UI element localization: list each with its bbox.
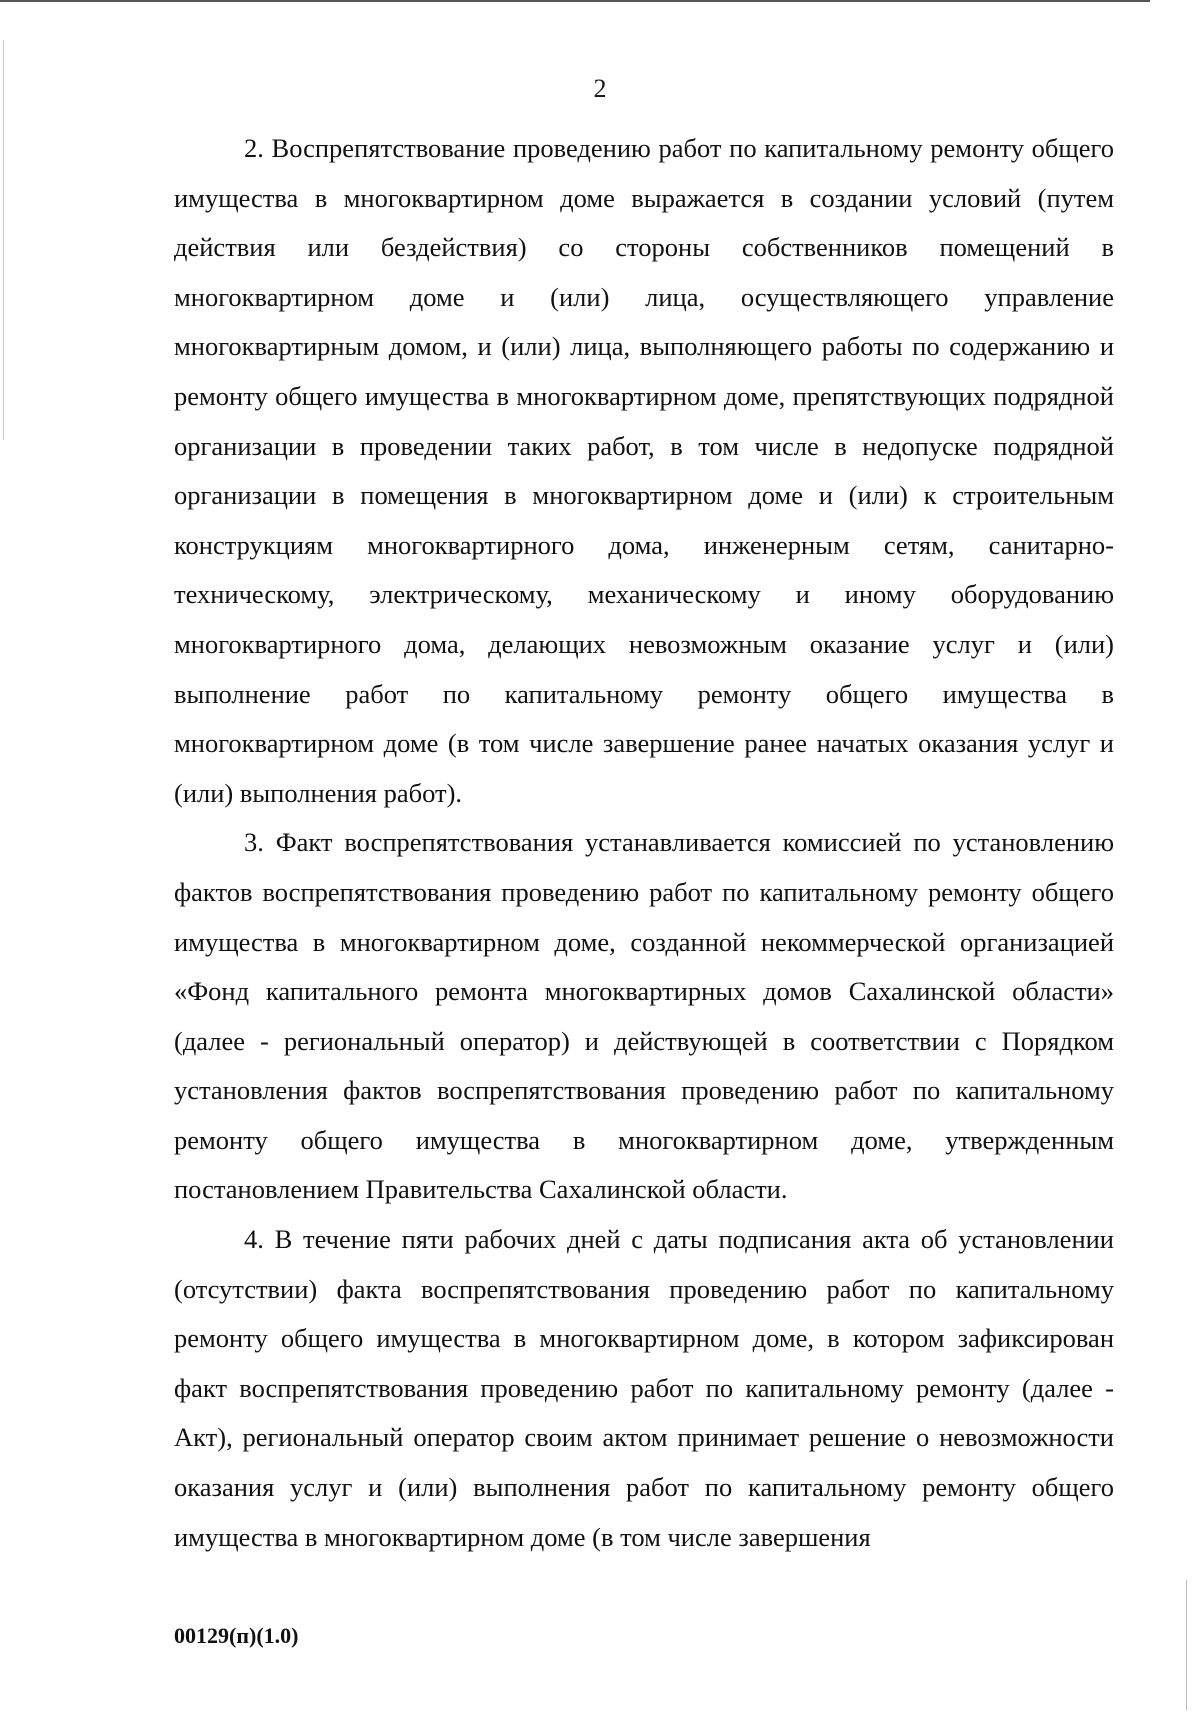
paragraph-4: 4. В течение пяти рабочих дней с даты подписания акта об установлении (отсутствии) факта воспрепятствования проведению работ по капитальному ремонту общего имущества в многоквартирном доме, в котором зафиксирован факт воспрепятствования проведению работ по капитальному ремонту (далее - Акт), региональный оператор своим актом принимает решение о невозможности оказания услуг и (или) выполнения работ по капитальному ремонту общего имущества в многоквартирном доме (в том числе завершения — [174, 1224, 1114, 1552]
paragraph-3: 3. Факт воспрепятствования устанавливается комиссией по установлению фактов воспрепятствования проведению работ по капитальному ремонту общего имущества в многоквартирном доме, созданной некоммерческой организацией «Фонд капитального ремонта многоквартирных домов Сахалинской области» (далее - региональный оператор) и действующей в соответствии с Порядком установления фактов воспрепятствования проведению работ по капитальному ремонту общего имущества в многоквартирном доме, утвержденным постановлением Правительства Сахалинской области. — [174, 827, 1114, 1205]
page-number: 2 — [593, 74, 607, 103]
scan-edge-line — [1186, 1580, 1187, 1710]
scan-edge-line — [0, 0, 1150, 2]
document-code: 00129(п)(1.0) — [174, 1623, 299, 1648]
paragraph-2: 2. Воспрепятствование проведению работ по капитальному ремонту общего имущества в многоквартирном доме выражается в создании условий (путем действия или бездействия) со стороны собственников помещений в многоквартирном доме и (или) лица, осуществляющего управление многоквартирным домом, и (или) лица, выполняющего работы по содержанию и ремонту общего имущества в многоквартирном доме, препятствующих подрядной организации в проведении таких работ, в том числе в недопуске подрядной организации в помещения в многоквартирном доме и (или) к строительным конструкциям многоквартирного дома, инженерным сетям, санитарно-техническому, электрическому, механическому и иному оборудованию многоквартирного дома, делающих невозможным оказание услуг и (или) выполнение работ по капитальному ремонту общего имущества в многоквартирном доме (в том числе завершение ранее начатых оказания услуг и (или) выполнения работ). — [174, 133, 1114, 808]
document-body — [174, 124, 1114, 1562]
